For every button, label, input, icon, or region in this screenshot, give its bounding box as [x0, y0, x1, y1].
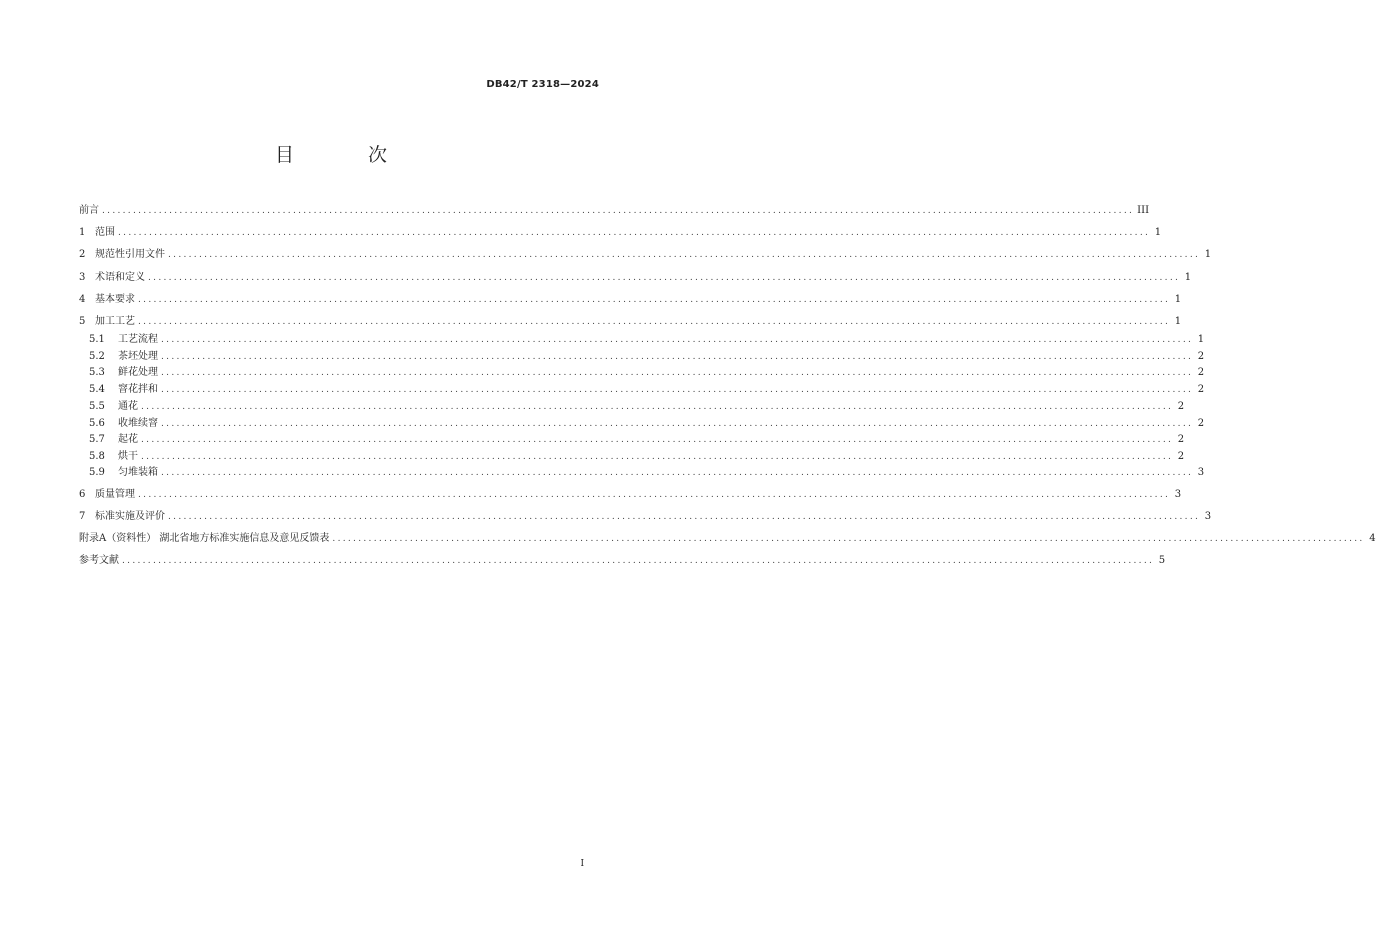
toc-entry[interactable]: [89, 380, 1205, 395]
toc-leader-dots: ........................................................................................................................................................................................................: [161, 352, 1194, 362]
toc-entry-label: 前言: [79, 205, 99, 216]
toc-entry[interactable]: [79, 529, 1376, 544]
toc-entry-label: 参考文献: [79, 555, 119, 566]
toc-leader-dots: ........................................................................................................................................................................................................: [141, 402, 1174, 412]
toc-entry-number: 5.4: [89, 384, 105, 395]
toc-entry-label: 附录A（资料性） 湖北省地方标准实施信息及意见反馈表: [79, 533, 330, 544]
toc-entry-page: 3: [1197, 467, 1205, 478]
toc-leader-dots: ........................................................................................................................................................................................................: [168, 250, 1201, 260]
toc-entry-page: 5: [1158, 555, 1166, 566]
toc-entry-label: 加工工艺: [95, 316, 135, 327]
toc-entry-page: 3: [1174, 489, 1182, 500]
toc-leader-dots: ........................................................................................................................................................................................................: [141, 435, 1174, 445]
toc-entry-label: 匀堆装箱: [118, 467, 158, 478]
toc-entry-page: 2: [1177, 451, 1185, 462]
toc-leader-dots: ........................................................................................................................................................................................................: [168, 512, 1201, 522]
toc-entry-label: 起花: [118, 434, 138, 445]
toc-entry[interactable]: [89, 463, 1205, 478]
toc-leader-dots: ........................................................................................................................................................................................................: [138, 490, 1171, 500]
toc-entry-label: 规范性引用文件: [95, 249, 165, 260]
toc-leader-dots: ........................................................................................................................................................................................................: [118, 228, 1151, 238]
toc-entry[interactable]: [89, 447, 1185, 462]
toc-entry-label: 烘干: [118, 451, 138, 462]
toc-entry-page: 2: [1197, 367, 1205, 378]
toc-leader-dots: ........................................................................................................................................................................................................: [138, 295, 1171, 305]
toc-leader-dots: ........................................................................................................................................................................................................: [161, 335, 1194, 345]
toc-entry[interactable]: [89, 414, 1205, 429]
toc-entry[interactable]: [79, 551, 1166, 566]
toc-leader-dots: ........................................................................................................................................................................................................: [161, 368, 1194, 378]
toc-entry-number: 5.7: [89, 434, 105, 445]
toc-entry-page: 2: [1197, 418, 1205, 429]
page-title: 目 次: [274, 144, 422, 166]
toc-entry-number: 5: [79, 316, 86, 327]
toc-entry-number: 5.6: [89, 418, 105, 429]
toc-entry[interactable]: [79, 268, 1192, 283]
toc-entry[interactable]: [79, 290, 1182, 305]
toc-entry[interactable]: [89, 397, 1185, 412]
toc-entry-number: 3: [79, 272, 86, 283]
toc-entry-page: 3: [1204, 511, 1212, 522]
toc-entry-label: 收堆续窨: [118, 418, 158, 429]
toc-entry[interactable]: [79, 223, 1162, 238]
toc-leader-dots: ........................................................................................................................................................................................................: [161, 385, 1194, 395]
toc-entry-label: 质量管理: [95, 489, 135, 500]
toc-entry[interactable]: [89, 330, 1205, 345]
toc-entry-label: 范围: [95, 227, 115, 238]
toc-entry-page: 1: [1197, 334, 1205, 345]
toc-entry[interactable]: [89, 347, 1205, 362]
toc-entry-page: 1: [1184, 272, 1192, 283]
toc-leader-dots: ........................................................................................................................................................................................................: [138, 317, 1171, 327]
toc-entry-number: 7: [79, 511, 86, 522]
toc-entry[interactable]: [79, 485, 1182, 500]
toc-entry-number: 1: [79, 227, 86, 238]
toc-entry[interactable]: [79, 507, 1212, 522]
toc-entry-page: 1: [1204, 249, 1212, 260]
page-number: I: [580, 859, 584, 869]
toc-entry-label: 通花: [118, 401, 138, 412]
toc-entry-page: III: [1137, 205, 1150, 216]
toc-entry-page: 1: [1174, 316, 1182, 327]
toc-leader-dots: ........................................................................................................................................................................................................: [141, 452, 1174, 462]
toc-leader-dots: ........................................................................................................................................................................................................: [161, 468, 1194, 478]
toc-entry[interactable]: [79, 245, 1212, 260]
toc-leader-dots: ........................................................................................................................................................................................................: [102, 206, 1135, 216]
toc-leader-dots: ........................................................................................................................................................................................................: [161, 419, 1194, 429]
toc-entry-number: 5.5: [89, 401, 105, 412]
toc-leader-dots: ........................................................................................................................................................................................................: [148, 273, 1181, 283]
toc-entry-label: 鲜花处理: [118, 367, 158, 378]
toc-entry-label: 窨花拌和: [118, 384, 158, 395]
toc-entry-number: 2: [79, 249, 86, 260]
toc-entry[interactable]: [79, 201, 1150, 216]
toc-entry-label: 茶坯处理: [118, 351, 158, 362]
toc-entry-page: 2: [1177, 401, 1185, 412]
toc-entry-page: 4: [1369, 533, 1376, 544]
toc-entry[interactable]: [89, 363, 1205, 378]
toc-entry-number: 5.8: [89, 451, 105, 462]
toc-entry-label: 术语和定义: [95, 272, 145, 283]
toc-entry-number: 5.1: [89, 334, 105, 345]
toc-entry-page: 2: [1177, 434, 1185, 445]
toc-entry-page: 2: [1197, 384, 1205, 395]
toc-leader-dots: ........................................................................................................................................................................................................: [122, 556, 1155, 566]
toc-entry-number: 6: [79, 489, 86, 500]
toc-entry-number: 4: [79, 294, 86, 305]
toc-entry-page: 1: [1174, 294, 1182, 305]
toc-entry-label: 标准实施及评价: [95, 511, 165, 522]
toc-entry-label: 工艺流程: [118, 334, 158, 345]
document-code: DB42/T 2318—2024: [486, 79, 599, 90]
toc-entry-page: 2: [1197, 351, 1205, 362]
toc-leader-dots: ........................................................................................................................................................................................................: [332, 534, 1365, 544]
toc-entry-number: 5.9: [89, 467, 105, 478]
toc-entry[interactable]: [89, 430, 1185, 445]
toc-entry[interactable]: [79, 312, 1182, 327]
toc-entry-page: 1: [1154, 227, 1162, 238]
toc-entry-label: 基本要求: [95, 294, 135, 305]
toc-entry-number: 5.3: [89, 367, 105, 378]
toc-entry-number: 5.2: [89, 351, 105, 362]
